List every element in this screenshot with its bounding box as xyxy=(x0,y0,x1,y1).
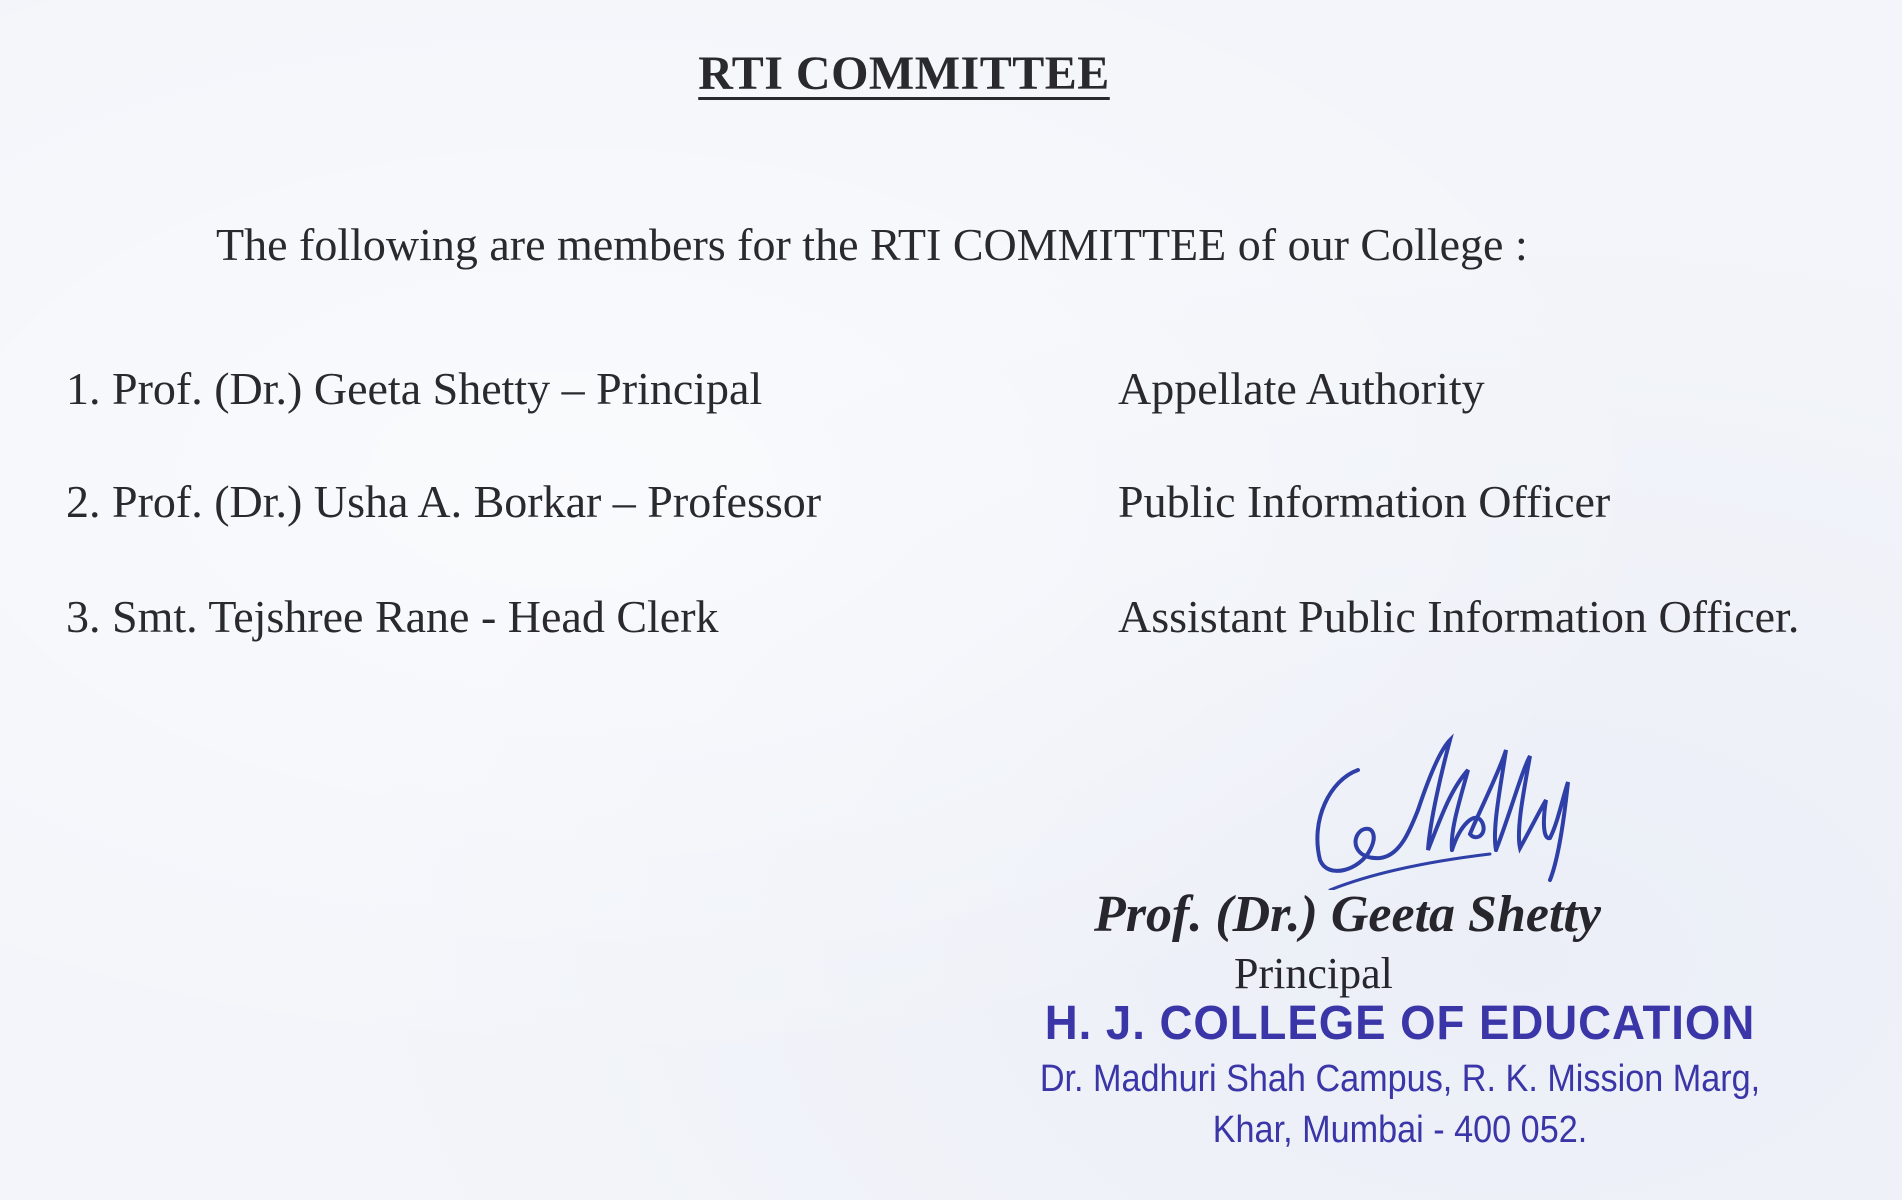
stamp-city: Khar, Mumbai - 400 052. xyxy=(1212,1109,1588,1151)
signatory-name: Prof. (Dr.) Geeta Shetty xyxy=(1094,886,1601,943)
member-entry: 3. Smt. Tejshree Rane - Head Clerk xyxy=(66,591,719,642)
member-row xyxy=(0,590,1902,650)
stamp-college-name: H. J. COLLEGE OF EDUCATION xyxy=(1044,997,1756,1050)
stamp-address: Dr. Madhuri Shah Campus, R. K. Mission Marg, xyxy=(1039,1058,1761,1100)
handwritten-signature xyxy=(1300,730,1600,890)
member-role: Assistant Public Information Officer. xyxy=(1118,591,1800,642)
member-role: Public Information Officer xyxy=(1118,476,1611,527)
member-entry: 2. Prof. (Dr.) Usha A. Borkar – Professor xyxy=(66,476,822,527)
member-role: Appellate Authority xyxy=(1118,363,1485,414)
member-row xyxy=(0,362,1902,422)
signatory-designation: Principal xyxy=(1234,949,1393,998)
college-stamp xyxy=(980,995,1820,1155)
intro-text: The following are members for the RTI COMMITTEE of our College : xyxy=(216,219,1528,270)
member-entry: 1. Prof. (Dr.) Geeta Shetty – Principal xyxy=(66,363,763,414)
document-title: RTI COMMITTEE xyxy=(698,47,1110,100)
member-row xyxy=(0,475,1902,535)
